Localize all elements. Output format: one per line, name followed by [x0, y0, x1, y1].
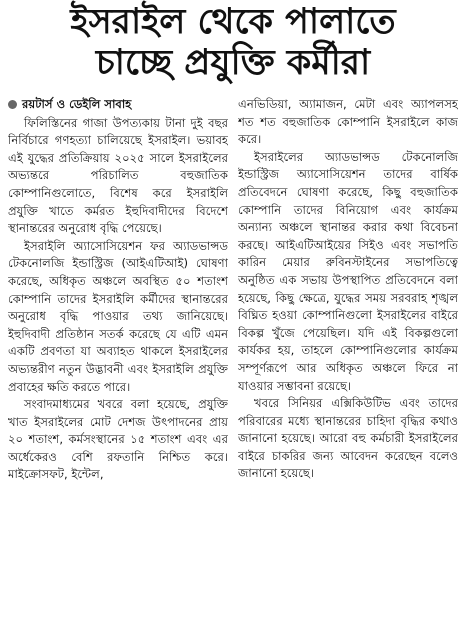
article-body [8, 96, 458, 622]
headline-line-2: চাচ্ছে প্রযুক্তি কর্মীরা [95, 42, 371, 83]
paragraph: খবরে সিনিয়র এক্সিকিউটিভ এবং তাদের পরিবারের মধ্যে স্থানান্তরের চাহিদা বৃদ্ধির কথাও জানানো হয়েছে। আরো বহু কর্মচারী ইসরাইলের বাইরে চাকরির জন্য আবেদন করেছেন বলেও জানানো হয়েছে। [238, 396, 458, 481]
paragraph: ইসরাইলের অ্যাডভান্সড টেকনোলজি ইন্ডাস্ট্রিজ অ্যাসোসিয়েশন তাদের বার্ষিক প্রতিবেদনে ঘোষণা করেছে, কিছু বহুজাতিক কোম্পানি তাদের বিনিয়োগ এবং কার্যক্রম অন্যান্য অঞ্চলে স্থানান্তর করার কথা বিবেচনা করছে। আইএটিআইয়ের সিইও এবং সভাপতি কারিন মেয়ার রুবিনস্টাইনের সভাপতিত্বে অনুষ্ঠিত এক সভায় উপস্থাপিত প্রতিবেদনে বলা হয়েছে, কিছু ক্ষেত্রে, যুদ্ধের সময় সরবরাহ শৃঙ্খল বিঘ্নিত হওয়া কোম্পানিগুলো ইসরাইলের বাইরে বিকল্প খুঁজে পেয়েছিল। যদি এই বিকল্পগুলো কার্যকর হয়, তাহলে কোম্পানিগুলোর কার্যক্রম সম্পূর্ণরূপে আর অধিকৃত অঞ্চলে ফিরে না যাওয়ার সম্ভাবনা রয়েছে। [238, 149, 458, 393]
paragraph: ফিলিস্তিনের গাজা উপত্যকায় টানা দুই বছর নির্বিচারে গণহত্যা চালিয়েছে ইসরাইল। ভয়াবহ এই যুদ্ধের প্রতিক্রিয়ায় ২০২৫ সালে ইসরাইলের অভ্যন্তরে পরিচালিত বহুজাতিক কোম্পানিগুলোতে, বিশেষ করে ইসরাইলি প্রযুক্তি খাতে কর্মরত ইহুদিবাদীদের বিদেশে স্থানান্তরের অনুরোধ বৃদ্ধি পেয়েছে। [8, 115, 228, 236]
paragraph: ইসরাইলি অ্যাসোসিয়েশন ফর অ্যাডভান্সড টেকনোলজি ইন্ডাস্ট্রিজ (আইএটিআই) ঘোষণা করেছে, অধিকৃত অঞ্চলে অবস্থিত ৫০ শতাংশ কোম্পানি তাদের ইসরাইলি কর্মীদের স্থানান্তরের অনুরোধ বৃদ্ধি পাওয়ার তথ্য জানিয়েছে। ইহুদিবাদী প্রতিষ্ঠান সতর্ক করেছে যে এটি এমন একটি প্রবণতা যা অব্যাহত থাকলে ইসরাইলের অভ্যন্তরীণ নতুন উদ্ভাবনী এবং ইসরাইলি প্রযুক্তি প্রবাহের ক্ষতি করতে পারে। [8, 238, 228, 394]
paragraph: সংবাদমাধ্যমের খবরে বলা হয়েছে, প্রযুক্তি খাত ইসরাইলের মোট দেশজ উৎপাদনের প্রায় ২০ শতাংশ, কর্মসংস্থানের ১৫ শতাংশ এবং এর অর্ধেকেরও বেশি রফতানি নিশ্চিত করে। মাইক্রোসফট, ইন্টেল, [8, 397, 228, 482]
headline-line-1: ইসরাইল থেকে পালাতে [70, 2, 396, 42]
paragraph: এনভিডিয়া, অ্যামাজন, মেটা এবং অ্যাপলসহ শত শত বহুজাতিক কোম্পানি ইসরাইলে কাজ করে। [238, 97, 458, 147]
byline [8, 96, 228, 114]
headline [0, 0, 466, 82]
column-right [238, 96, 458, 622]
bullet-icon [8, 100, 17, 109]
column-left [8, 96, 228, 622]
byline-text: রয়টার্স ও ডেইলি সাবাহ [22, 97, 132, 111]
